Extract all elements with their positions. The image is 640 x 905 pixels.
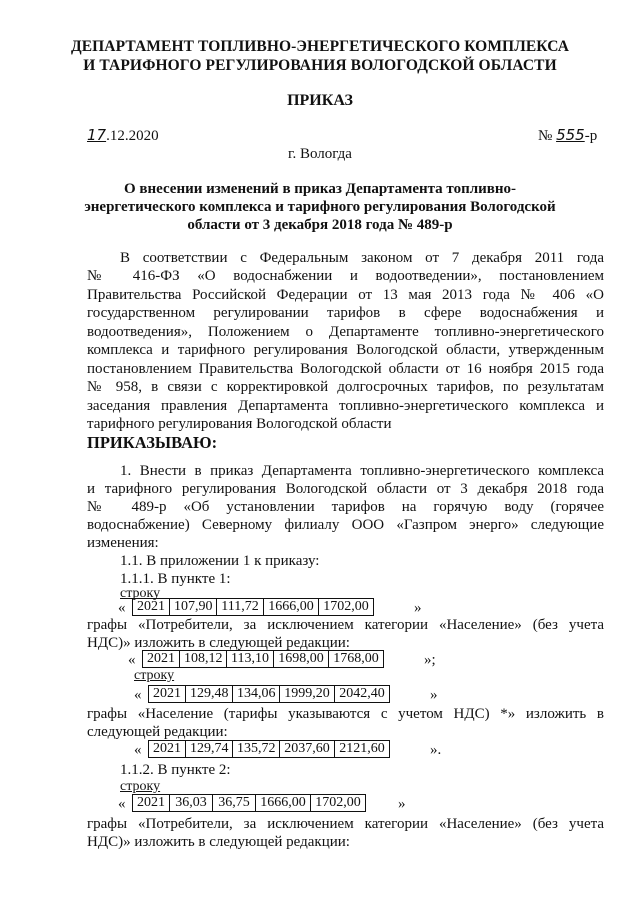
preamble-line: постановлением Правительства Вологодской области от 16 ноября 2015 года <box>87 361 604 377</box>
tariff-row-3 <box>148 685 390 703</box>
item1-line: № 489-р «Об установлении тарифов на горячую воду (горячее <box>87 499 604 515</box>
tariff-cell: 1666,00 <box>255 795 310 811</box>
handwritten-day: 17 <box>87 126 107 144</box>
preamble-line: тарифного регулирования Вологодской области <box>87 416 392 432</box>
tariff-cell: 1666,00 <box>263 599 318 615</box>
quote-open: « <box>118 796 126 812</box>
tariff-cell: 129,74 <box>185 741 232 757</box>
item1-1-2: 1.1.2. В пункте 2: <box>120 762 231 778</box>
subject-line-1: О внесении изменений в приказ Департамента топливно- <box>123 181 517 197</box>
quote-close: »; <box>424 652 436 668</box>
text-consumers-2: НДС)» изложить в следующей редакции: <box>87 635 350 651</box>
subject-line-2: энергетического комплекса и тарифного регулирования Вологодской <box>84 199 556 215</box>
tariff-cell: 135,72 <box>232 741 279 757</box>
tariff-cell: 111,72 <box>216 599 263 615</box>
preamble-line: водоотведения», Положением о Департаменте топливно-энергетического <box>87 324 604 340</box>
number-prefix: № <box>538 128 553 144</box>
quote-close: » <box>398 796 406 812</box>
tariff-cell: 129,48 <box>185 686 232 702</box>
order-number <box>538 126 597 145</box>
text-consumers-b2: НДС)» изложить в следующей редакции: <box>87 834 350 850</box>
tariff-cell: 108,12 <box>179 651 226 667</box>
tariff-cell: 1702,00 <box>318 599 373 615</box>
preamble-line: комплекса и тарифного регулирования Вологодской области, утвержденным <box>87 342 604 358</box>
word-row: строку <box>120 779 161 794</box>
text-population-2: следующей редакции: <box>87 724 228 740</box>
text-consumers-b1: графы «Потребители, за исключением категории «Население» (без учета <box>87 816 604 832</box>
quote-open: « <box>128 652 136 668</box>
handwritten-number: 555 <box>556 126 585 144</box>
tariff-cell: 134,06 <box>232 686 279 702</box>
tariff-cell: 2021 <box>147 651 175 666</box>
document-type: ПРИКАЗ <box>287 92 353 109</box>
tariff-cell: 1999,20 <box>279 686 334 702</box>
department-name-line-2: И ТАРИФНОГО РЕГУЛИРОВАНИЯ ВОЛОГОДСКОЙ ОБЛАСТИ <box>83 57 557 74</box>
preamble-line: № 958, в связи с корректировкой долгосрочных тарифов, по результатам <box>87 379 604 395</box>
word-row: строку <box>120 586 161 601</box>
quote-close: » <box>430 687 438 703</box>
word-row: строку <box>134 668 175 683</box>
city: г. Вологда <box>288 146 352 162</box>
text-population-1: графы «Население (тарифы указываются с учетом НДС) *» изложить в <box>87 706 604 722</box>
number-suffix: -р <box>584 128 598 144</box>
tariff-cell: 2037,60 <box>279 741 334 757</box>
order-word: ПРИКАЗЫВАЮ: <box>87 433 218 452</box>
tariff-cell: 36,75 <box>212 795 255 811</box>
tariff-cell: 36,03 <box>169 795 212 811</box>
item1-line: водоснабжение) Северному филиалу ООО «Газпром энерго» следующие <box>87 517 604 533</box>
preamble-line: В соответствии с Федеральным законом от 7 декабря 2011 года <box>120 250 604 266</box>
preamble-line: заседания правления Департамента топливно-энергетического комплекса и <box>87 398 604 414</box>
item1-line: 1. Внести в приказ Департамента топливно-энергетического комплекса <box>120 463 604 479</box>
tariff-cell: 2121,60 <box>334 741 389 757</box>
item1-1-1: 1.1.1. В пункте 1: <box>120 571 231 587</box>
tariff-cell: 1698,00 <box>273 651 328 667</box>
tariff-cell: 2042,40 <box>334 686 389 702</box>
tariff-cell: 2021 <box>137 795 165 810</box>
quote-open: « <box>134 687 142 703</box>
tariff-cell: 1768,00 <box>328 651 383 667</box>
tariff-row-1 <box>132 598 374 616</box>
preamble-line: № 416-ФЗ «О водоснабжении и водоотведении», постановлением <box>87 268 604 284</box>
subject-line-3: области от 3 декабря 2018 года № 489-р <box>187 217 453 233</box>
item1-line: и тарифного регулирования Вологодской области от 3 декабря 2018 года <box>87 481 604 497</box>
text-consumers-1: графы «Потребители, за исключением категории «Население» (без учета <box>87 617 604 633</box>
preamble-line: Правительства Российской Федерации от 13 мая 2013 года № 406 «О <box>87 287 604 303</box>
quote-open: « <box>118 600 126 616</box>
tariff-cell: 113,10 <box>226 651 273 667</box>
tariff-cell: 107,90 <box>169 599 216 615</box>
preamble-line: государственном регулировании тарифов в сфере водоснабжения и <box>87 305 604 321</box>
tariff-cell: 2021 <box>153 686 181 701</box>
quote-open: « <box>134 742 142 758</box>
quote-close: » <box>414 600 422 616</box>
item1-1: 1.1. В приложении 1 к приказу: <box>120 553 320 569</box>
tariff-row-5 <box>132 794 366 812</box>
tariff-row-4 <box>148 740 390 758</box>
item1-line: изменения: <box>87 535 159 551</box>
tariff-cell: 2021 <box>153 741 181 756</box>
department-name-line-1: ДЕПАРТАМЕНТ ТОПЛИВНО-ЭНЕРГЕТИЧЕСКОГО КОМПЛЕКСА <box>70 38 570 55</box>
order-date <box>87 126 159 145</box>
date-rest: .12.2020 <box>106 128 159 144</box>
tariff-cell: 2021 <box>137 599 165 614</box>
quote-close: ». <box>430 742 442 758</box>
tariff-cell: 1702,00 <box>310 795 365 811</box>
tariff-row-2 <box>142 650 384 668</box>
